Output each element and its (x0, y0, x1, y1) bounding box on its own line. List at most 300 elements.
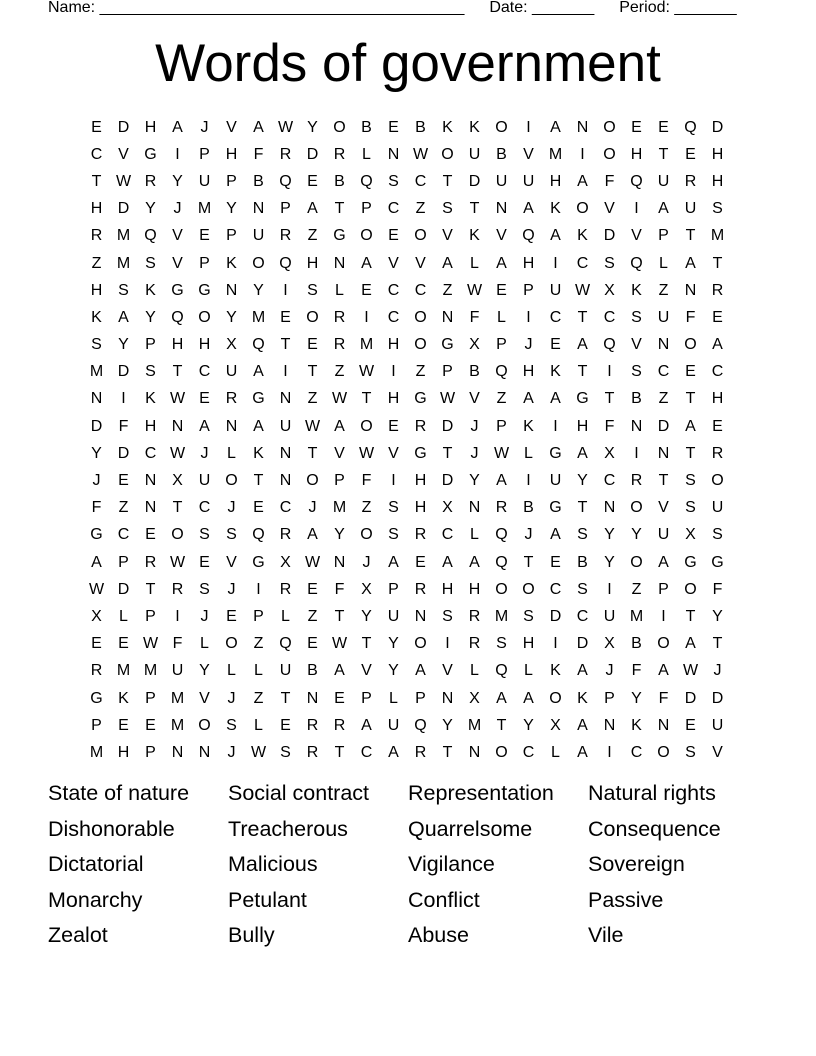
grid-letter: W (304, 553, 321, 571)
grid-letter: V (631, 227, 642, 245)
grid-letter: Z (415, 363, 426, 381)
grid-letter: R (495, 499, 508, 517)
grid-letter: Y (334, 526, 345, 544)
grid-letter: C (603, 308, 616, 326)
grid-letter: Q (603, 336, 616, 354)
grid-letter: O (495, 743, 508, 761)
grid-letter: P (415, 689, 426, 707)
grid-letter: R (279, 145, 292, 163)
grid-letter: K (577, 689, 588, 707)
word-list-item: Quarrelsome (408, 816, 533, 841)
grid-letter: E (118, 635, 129, 653)
grid-letter: I (175, 145, 180, 163)
grid-letter: J (605, 662, 614, 680)
grid-letter: N (171, 743, 184, 761)
grid-letter: V (442, 662, 453, 680)
grid-letter: V (469, 390, 480, 408)
grid-letter: W (169, 390, 186, 408)
grid-letter: O (414, 635, 427, 653)
grid-letter: N (657, 444, 670, 462)
grid-letter: M (197, 200, 212, 218)
grid-letter: Q (252, 336, 265, 354)
grid-letter: F (604, 417, 615, 435)
grid-letter: Y (118, 336, 129, 354)
word-list-item: Petulant (228, 887, 307, 912)
grid-letter: Q (279, 635, 292, 653)
grid-letter: B (415, 118, 426, 136)
grid-letter: A (496, 254, 507, 272)
grid-letter: N (603, 499, 616, 517)
grid-letter: H (90, 281, 103, 299)
grid-letter: O (576, 200, 589, 218)
grid-letter: Z (307, 390, 318, 408)
grid-letter: T (334, 200, 345, 218)
grid-letter: N (576, 118, 589, 136)
grid-letter: T (577, 308, 588, 326)
word-list (48, 776, 768, 954)
grid-letter: P (496, 336, 507, 354)
grid-letter: T (442, 444, 453, 462)
grid-letter: C (549, 308, 562, 326)
grid-letter: S (145, 254, 156, 272)
grid-letter: V (712, 743, 723, 761)
grid-letter: E (226, 607, 237, 625)
grid-letter: O (522, 580, 535, 598)
grid-letter: R (333, 308, 346, 326)
grid-letter: O (603, 145, 616, 163)
grid-letter: K (469, 118, 480, 136)
grid-letter: P (91, 716, 102, 734)
grid-letter: U (684, 200, 697, 218)
grid-letter: A (442, 553, 453, 571)
grid-letter: L (551, 743, 560, 761)
grid-letter: G (576, 390, 589, 408)
grid-letter: U (252, 227, 265, 245)
grid-letter: A (523, 200, 534, 218)
grid-letter: P (496, 417, 507, 435)
grid-letter: S (712, 526, 723, 544)
grid-letter: T (469, 200, 480, 218)
grid-letter: Y (469, 472, 480, 490)
grid-letter: V (226, 553, 237, 571)
grid-letter: S (631, 363, 642, 381)
grid-letter: N (468, 499, 481, 517)
period-label: Period: (619, 0, 670, 16)
grid-letter: H (522, 254, 535, 272)
grid-letter: D (441, 472, 454, 490)
grid-letter: E (388, 118, 399, 136)
grid-letter: G (198, 281, 211, 299)
grid-letter: I (553, 417, 558, 435)
grid-letter: A (496, 472, 507, 490)
grid-letter: T (334, 607, 345, 625)
grid-letter: T (442, 172, 453, 190)
grid-letter: S (388, 172, 399, 190)
grid-letter: O (306, 308, 319, 326)
word-list-item: Passive (588, 887, 664, 912)
grid-letter: T (280, 689, 291, 707)
worksheet-header (48, 0, 737, 18)
grid-letter: N (279, 390, 292, 408)
grid-letter: K (253, 444, 264, 462)
page-title: Words of government (155, 34, 661, 93)
grid-letter: N (333, 553, 346, 571)
grid-letter: B (469, 363, 480, 381)
grid-letter: S (199, 526, 210, 544)
grid-letter: D (117, 200, 130, 218)
grid-letter: I (283, 363, 288, 381)
grid-letter: V (388, 254, 399, 272)
grid-letter: O (630, 499, 643, 517)
grid-letter: M (710, 227, 725, 245)
grid-letter: V (496, 227, 507, 245)
grid-letter: O (360, 526, 373, 544)
word-list-item: Monarchy (48, 887, 143, 912)
grid-letter: V (199, 689, 210, 707)
grid-letter: N (279, 472, 292, 490)
grid-letter: E (307, 172, 318, 190)
grid-letter: I (553, 635, 558, 653)
grid-letter: G (549, 444, 562, 462)
grid-letter: T (307, 444, 318, 462)
grid-letter: D (441, 417, 454, 435)
grid-letter: E (280, 308, 291, 326)
grid-letter: M (170, 716, 185, 734)
grid-letter: Z (442, 281, 453, 299)
word-list-item: Sovereign (588, 852, 685, 876)
grid-letter: E (334, 689, 345, 707)
grid-letter: B (523, 499, 534, 517)
grid-letter: L (659, 254, 668, 272)
grid-letter: R (711, 281, 724, 299)
grid-letter: P (226, 172, 237, 190)
grid-letter: Z (415, 200, 426, 218)
grid-letter: M (116, 662, 131, 680)
grid-letter: Q (630, 254, 643, 272)
grid-letter: W (331, 635, 348, 653)
grid-letter: S (685, 743, 696, 761)
grid-letter: M (359, 336, 374, 354)
grid-letter: Z (91, 254, 102, 272)
grid-letter: P (604, 689, 615, 707)
grid-letter: Y (361, 607, 372, 625)
grid-letter: H (144, 417, 157, 435)
grid-letter: I (634, 200, 639, 218)
grid-letter: Y (307, 118, 318, 136)
grid-letter: O (360, 227, 373, 245)
grid-letter: R (306, 716, 319, 734)
grid-letter: X (469, 336, 480, 354)
grid-letter: J (200, 118, 209, 136)
grid-letter: O (603, 118, 616, 136)
grid-letter: E (253, 499, 264, 517)
grid-letter: N (630, 417, 643, 435)
grid-letter: I (607, 363, 612, 381)
grid-letter: R (144, 553, 157, 571)
grid-letter: V (388, 444, 399, 462)
grid-letter: H (90, 200, 103, 218)
grid-letter: D (684, 689, 697, 707)
grid-letter: F (631, 662, 642, 680)
grid-letter: D (90, 417, 103, 435)
grid-letter: O (360, 417, 373, 435)
grid-letter: L (470, 254, 479, 272)
grid-letter: B (496, 145, 507, 163)
grid-letter: I (256, 580, 261, 598)
grid-letter: S (631, 308, 642, 326)
grid-letter: R (279, 580, 292, 598)
grid-letter: H (441, 580, 454, 598)
grid-letter: C (630, 743, 643, 761)
grid-letter: O (495, 118, 508, 136)
grid-letter: Y (577, 472, 588, 490)
grid-letter: V (631, 336, 642, 354)
grid-letter: L (254, 662, 263, 680)
grid-letter: D (711, 689, 724, 707)
grid-letter: A (577, 336, 588, 354)
grid-letter: R (414, 417, 427, 435)
grid-letter: I (634, 444, 639, 462)
grid-letter: E (91, 635, 102, 653)
grid-letter: U (387, 716, 400, 734)
grid-letter: R (630, 472, 643, 490)
grid-letter: H (522, 363, 535, 381)
grid-letter: I (364, 308, 369, 326)
grid-letter: M (494, 607, 509, 625)
grid-letter: Q (171, 308, 184, 326)
word-list-item: Zealot (48, 923, 108, 947)
grid-letter: J (524, 526, 533, 544)
grid-letter: L (362, 145, 371, 163)
grid-letter: Z (658, 281, 669, 299)
grid-letter: S (685, 472, 696, 490)
grid-letter: S (388, 526, 399, 544)
grid-letter: P (145, 743, 156, 761)
grid-letter: P (199, 145, 210, 163)
grid-letter: V (172, 254, 183, 272)
grid-letter: Y (91, 444, 102, 462)
grid-letter: I (607, 580, 612, 598)
grid-letter: L (497, 308, 506, 326)
grid-letter: T (172, 499, 183, 517)
grid-letter: O (684, 336, 697, 354)
grid-letter: R (333, 716, 346, 734)
grid-letter: E (388, 417, 399, 435)
grid-letter: X (604, 281, 615, 299)
grid-letter: X (550, 716, 561, 734)
grid-letter: T (685, 607, 696, 625)
grid-letter: U (279, 662, 292, 680)
grid-letter: K (550, 363, 561, 381)
grid-letter: N (225, 417, 238, 435)
grid-letter: C (576, 254, 589, 272)
grid-letter: L (335, 281, 344, 299)
grid-letter: C (117, 526, 130, 544)
grid-letter: L (524, 444, 533, 462)
grid-letter: Y (226, 308, 237, 326)
grid-letter: P (145, 336, 156, 354)
grid-letter: O (414, 308, 427, 326)
grid-letter: C (414, 172, 427, 190)
grid-letter: S (307, 281, 318, 299)
grid-letter: O (225, 472, 238, 490)
grid-letter: K (550, 200, 561, 218)
grid-letter: I (391, 363, 396, 381)
grid-letter: E (307, 635, 318, 653)
grid-letter: N (306, 689, 319, 707)
grid-letter: P (118, 553, 129, 571)
grid-letter: M (251, 308, 266, 326)
grid-letter: K (91, 308, 102, 326)
grid-letter: T (442, 743, 453, 761)
grid-letter: T (712, 635, 723, 653)
grid-letter: A (253, 363, 264, 381)
grid-letter: L (470, 662, 479, 680)
grid-letter: R (414, 580, 427, 598)
grid-letter: E (280, 716, 291, 734)
grid-letter: F (361, 472, 372, 490)
grid-letter: V (172, 227, 183, 245)
grid-letter: S (388, 499, 399, 517)
grid-letter: E (550, 336, 561, 354)
grid-letter: I (526, 308, 531, 326)
grid-letter: A (388, 553, 399, 571)
grid-letter: A (685, 254, 696, 272)
grid-letter: N (657, 716, 670, 734)
grid-letter: V (523, 145, 534, 163)
grid-letter: H (414, 499, 427, 517)
grid-letter: Q (252, 526, 265, 544)
grid-letter: A (550, 390, 561, 408)
grid-letter: I (526, 472, 531, 490)
grid-letter: T (658, 145, 669, 163)
word-list-item: Abuse (408, 923, 469, 947)
grid-letter: H (306, 254, 319, 272)
grid-letter: R (711, 444, 724, 462)
grid-letter: Q (495, 526, 508, 544)
date-label: Date: (489, 0, 528, 16)
grid-letter: D (117, 363, 130, 381)
grid-letter: H (225, 145, 238, 163)
grid-letter: L (254, 716, 263, 734)
grid-letter: F (91, 499, 102, 517)
grid-letter: D (711, 118, 724, 136)
grid-letter: J (227, 689, 236, 707)
grid-letter: T (172, 363, 183, 381)
grid-letter: E (550, 553, 561, 571)
date-field-line: _______ (532, 0, 595, 16)
grid-letter: C (549, 580, 562, 598)
grid-letter: E (307, 336, 318, 354)
grid-letter: A (550, 526, 561, 544)
grid-letter: A (415, 662, 426, 680)
grid-letter: S (199, 580, 210, 598)
grid-letter: U (225, 363, 238, 381)
grid-letter: P (253, 607, 264, 625)
grid-letter: G (414, 390, 427, 408)
grid-letter: U (171, 662, 184, 680)
grid-letter: O (441, 145, 454, 163)
grid-letter: S (226, 526, 237, 544)
grid-letter: W (169, 553, 186, 571)
grid-letter: J (362, 553, 371, 571)
grid-letter: E (145, 716, 156, 734)
grid-letter: D (306, 145, 319, 163)
grid-letter: A (685, 635, 696, 653)
grid-letter: Q (495, 553, 508, 571)
grid-letter: Q (495, 662, 508, 680)
grid-letter: D (117, 118, 130, 136)
grid-letter: N (468, 743, 481, 761)
grid-letter: K (469, 227, 480, 245)
grid-letter: T (280, 336, 291, 354)
grid-letter: Q (144, 227, 157, 245)
grid-letter: Q (360, 172, 373, 190)
grid-letter: D (468, 172, 481, 190)
grid-letter: U (711, 499, 724, 517)
grid-letter: O (549, 689, 562, 707)
word-list-item: Dishonorable (48, 816, 175, 841)
grid-letter: X (604, 444, 615, 462)
grid-letter: G (441, 336, 454, 354)
grid-letter: E (415, 553, 426, 571)
grid-letter: M (89, 743, 104, 761)
grid-letter: Z (658, 390, 669, 408)
grid-letter: R (414, 526, 427, 544)
grid-letter: B (334, 172, 345, 190)
grid-letter: G (90, 526, 103, 544)
grid-letter: Y (253, 281, 264, 299)
grid-letter: A (577, 743, 588, 761)
grid-letter: V (334, 444, 345, 462)
grid-letter: O (630, 553, 643, 571)
grid-letter: W (169, 444, 186, 462)
grid-letter: S (91, 336, 102, 354)
grid-letter: R (279, 526, 292, 544)
grid-letter: M (116, 227, 131, 245)
grid-letter: N (144, 472, 157, 490)
grid-letter: Q (279, 254, 292, 272)
grid-letter: L (389, 689, 398, 707)
grid-letter: H (144, 118, 157, 136)
grid-letter: S (118, 281, 129, 299)
grid-letter: W (358, 444, 375, 462)
grid-letter: T (361, 390, 372, 408)
grid-letter: A (577, 444, 588, 462)
grid-letter: R (684, 172, 697, 190)
word-list-item: State of nature (48, 781, 190, 805)
grid-letter: T (577, 363, 588, 381)
grid-letter: R (225, 390, 238, 408)
grid-letter: P (361, 200, 372, 218)
grid-letter: O (198, 716, 211, 734)
grid-letter: X (226, 336, 237, 354)
grid-letter: R (171, 580, 184, 598)
grid-letter: U (387, 607, 400, 625)
grid-letter: F (469, 308, 480, 326)
grid-letter: T (577, 499, 588, 517)
grid-letter: I (175, 607, 180, 625)
grid-letter: W (574, 281, 591, 299)
grid-letter: T (307, 363, 318, 381)
grid-letter: C (360, 743, 373, 761)
grid-letter: U (198, 172, 211, 190)
grid-letter: A (361, 254, 372, 272)
grid-letter: A (91, 553, 102, 571)
word-list-item: Vile (588, 923, 624, 947)
grid-letter: Z (361, 499, 372, 517)
grid-letter: A (685, 417, 696, 435)
